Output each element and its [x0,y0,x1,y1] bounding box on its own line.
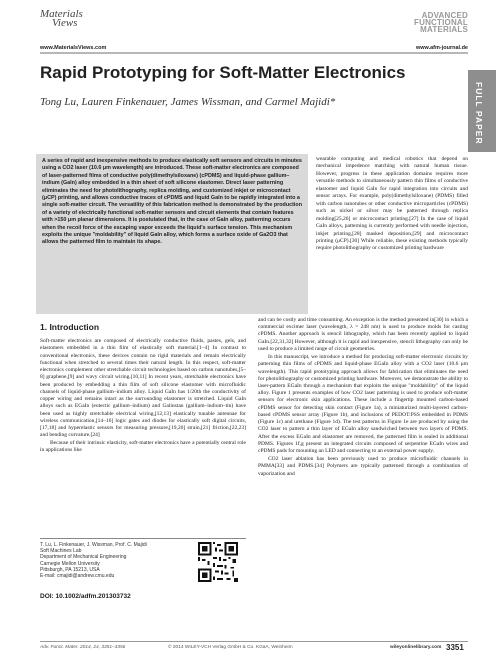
right-column [258,317,468,479]
affiliation-email[interactable]: E-mail: cmajidi@andrew.cmu.edu [40,573,115,580]
affiliation-line: Pittsburgh, PA 15213, USA [40,566,100,573]
doi[interactable]: DOI: 10.1002/adfm.201303732 [40,593,131,600]
right-paragraph-1: and can be costly and time consuming. An exception is the method presented in[30] in which a commercial excimer laser (wavelength, λ = 248 nm) is used to produce molds for casting cPDMS. Another approach is stencil lithography, which has been recently applied to liquid GaIn.[22,31,32] However, although it is rapid and inexpensive, stencil lithography can only be used to produce a limited range of circuit geometries. [258,317,468,352]
affiliation-line: Soft Machines Lab [40,548,82,555]
right-top-text: wearable computing and medical robotics that depend on mechanical impedence matching with natural human tissue. However, progress in these application domains requires more versatile methods to simultaneously pattern thin films of conductive elastomer and liquid GaIn for rapid integration into circuits and sensor arrays. For example, poly(dimethylsiloxane) (PDMS) filled with carbon nanotubes or other conductive microparticles (cPDMS) such as nickel or silver may be patterned through replica molding[25,26] or microcontact printing.[27] In the case of liquid GaIn alloys, patterning is currently performed with needle injection, inkjet printing,[28] masked deposition,[29] and microcontact printing (μCP).[30] While reliable, these existing methods typically require photolithography or customized printing hardware [316,156,468,252]
journal-line-2: FUNCTIONAL [414,18,468,27]
article-title: Rapid Prototyping for Soft-Matter Electronics [40,63,406,82]
abstract-box [36,154,308,314]
side-tab-label: FULL PAPER [474,82,484,145]
journal-line-3: MATERIALS [420,25,468,34]
left-paragraph-2: Because of their intrinsic elasticity, soft-matter electronics have a potentially central role in applications like [40,439,246,453]
affiliation-line: T. Lu, L. Finkenauer, J. Wissman, Prof. C. Majidi [40,542,147,548]
affiliation-line: Department of Mechanical Engineering [40,554,127,561]
footer-citation: Adv. Funct. Mater. 2014, 24, 3351–3356 [40,645,126,650]
footer-rule [40,641,468,642]
qr-code[interactable] [198,542,238,582]
journal-logo [414,12,468,33]
right-column-top [316,156,468,253]
logo-line-2: Views [52,17,78,29]
header-rule [40,52,468,54]
abstract-text: A series of rapid and inexpensive methods to produce elastically soft sensors and circuits in minutes using a CO2 laser (10.6 μm wavelength) are introduced. These soft-matter electronics are composed of laser-patterned films of conductive poly(dimethylsiloxane) (cPDMS) and liquid-phase gallium–indium (GaIn) alloy embedded in a thin sheet of soft silicone elastomer. Direct laser patterning eliminates the need for photolithography, replica molding, and customized inkjet or microcontact (μCP) printing, and allows conductive traces of cPDMS and liquid GaIn to be rapidly integrated into a single soft-matter circuit. The versatility of this fabrication method is demonstrated by the production of a variety of electrically functional soft-matter sensors and circuit elements that contain features with >150 μm planar dimensions. It is postulated that, in the case of GaIn alloy, patterning occurs when the recoil force of the escaping vapor exceeds the liquid's surface tension. This mechanism exploits the unique "moldability" of liquid GaIn alloy, which forms a surface oxide of Ga2O3 that allows the patterned film to maintain its shape. [42,158,302,246]
section-heading: 1. Introduction [40,322,100,332]
footer-copyright: © 2014 WILEY-VCH Verlag GmbH & Co. KGaA, Weinheim [168,645,293,650]
article-authors: Tong Lu, Lauren Finkenauer, James Wissman, and Carmel Majidi* [40,96,336,108]
publisher-url[interactable]: www.MaterialsViews.com [40,45,107,51]
right-paragraph-3: CO2 laser ablation has been previously used to produce microfluidic channels in PMMA[33] and PDMS.[34] Polymers are typically patterned through a combination of vaporization and [258,456,468,477]
page-number: 3351 [446,643,464,652]
logo-line-1: Materials [40,8,83,20]
affiliation-line: Carnegie Mellon University [40,560,100,567]
left-paragraph-1: Soft-matter electronics are composed of electrically conductive fluids, pastes, gels, and elastomers embedded in a thin film of elastically soft material.[1–4] In contrast to conventional electronics, these devices contain no rigid materials and remain electrically functional when stretched to several times their natural length. In this respect, soft-matter electronics complement other stretchable circuit technologies based on carbon nanotubes,[5–8] graphene,[9] and wavy circuit wiring.[10,11] In recent years, stretchable electronics have been produced by embedding a thin film of soft silicone elastomer with microfluidic channels of liquid-phase gallium–indium alloy. Liquid GaIn has 1/20th the conductivity of copper wiring and remains intact as the surrounding elastomer is stretched. Liquid GaIn alloys such as EGaIn (eutectic gallium–indium) and Galinstan (gallium–indium–tin) have been used as highly stretchable electrical wiring,[12,13] elastically tunable antennae for wireless communication,[14–16] logic gates and diodes for elastically soft digital circuits,[17,18] and hyperelastic sensors for measuring pressure,[19,20] strain,[21] friction,[22,23] and bending curvature.[24] [40,338,246,439]
affiliation-rule [40,538,246,539]
footer-site[interactable]: wileyonlinelibrary.com [390,645,442,650]
publisher-logo [40,10,100,28]
journal-url[interactable]: www.afm-journal.de [415,45,468,51]
journal-line-1: ADVANCED [421,11,468,20]
affiliation-block [40,542,180,579]
left-column [40,338,246,454]
right-paragraph-2: In this manuscript, we introduce a method for producing soft-matter electronic circuits by patterning thin films of cPDMS and liquid-phase EGaIn alloy with a CO2 laser (10.6 μm wavelength). This rapid prototyping approach allows for fabrication that eliminates the need for photolithography or customized printing hardware. Moreover, we demonstrate the ability to laser-pattern EGaIn through a mechanism that exploits the unique "moldability" of the liquid alloy. Figure 1 presents examples of how CO2 laser patterning is used to produce soft-matter sensors for electronic skin applications. These include a fingertip mounted carbon-based cPDMS sensor for detecting skin contact (Figure 1a), a miniaturized multi-layered carbon-based cPDMS sensor array (Figure 1b), and inclusions of PEDOT:PSS embedded in PDMS (Figure 1c) and urethane (Figure 1d). The test patterns in Figure 1e are produced by using the CO2 laser to pattern a thin layer of EGaIn alloy sandwiched between two layers of PDMS. After the excess EGaIn and elastomer are removed, the patterned film is sealed in additional PDMS. Figures 1f,g present an integrated circuits composed of serpentine EGaIn wires and cPDMS pads for mounting an LED and connecting to an external power supply. [258,354,468,454]
